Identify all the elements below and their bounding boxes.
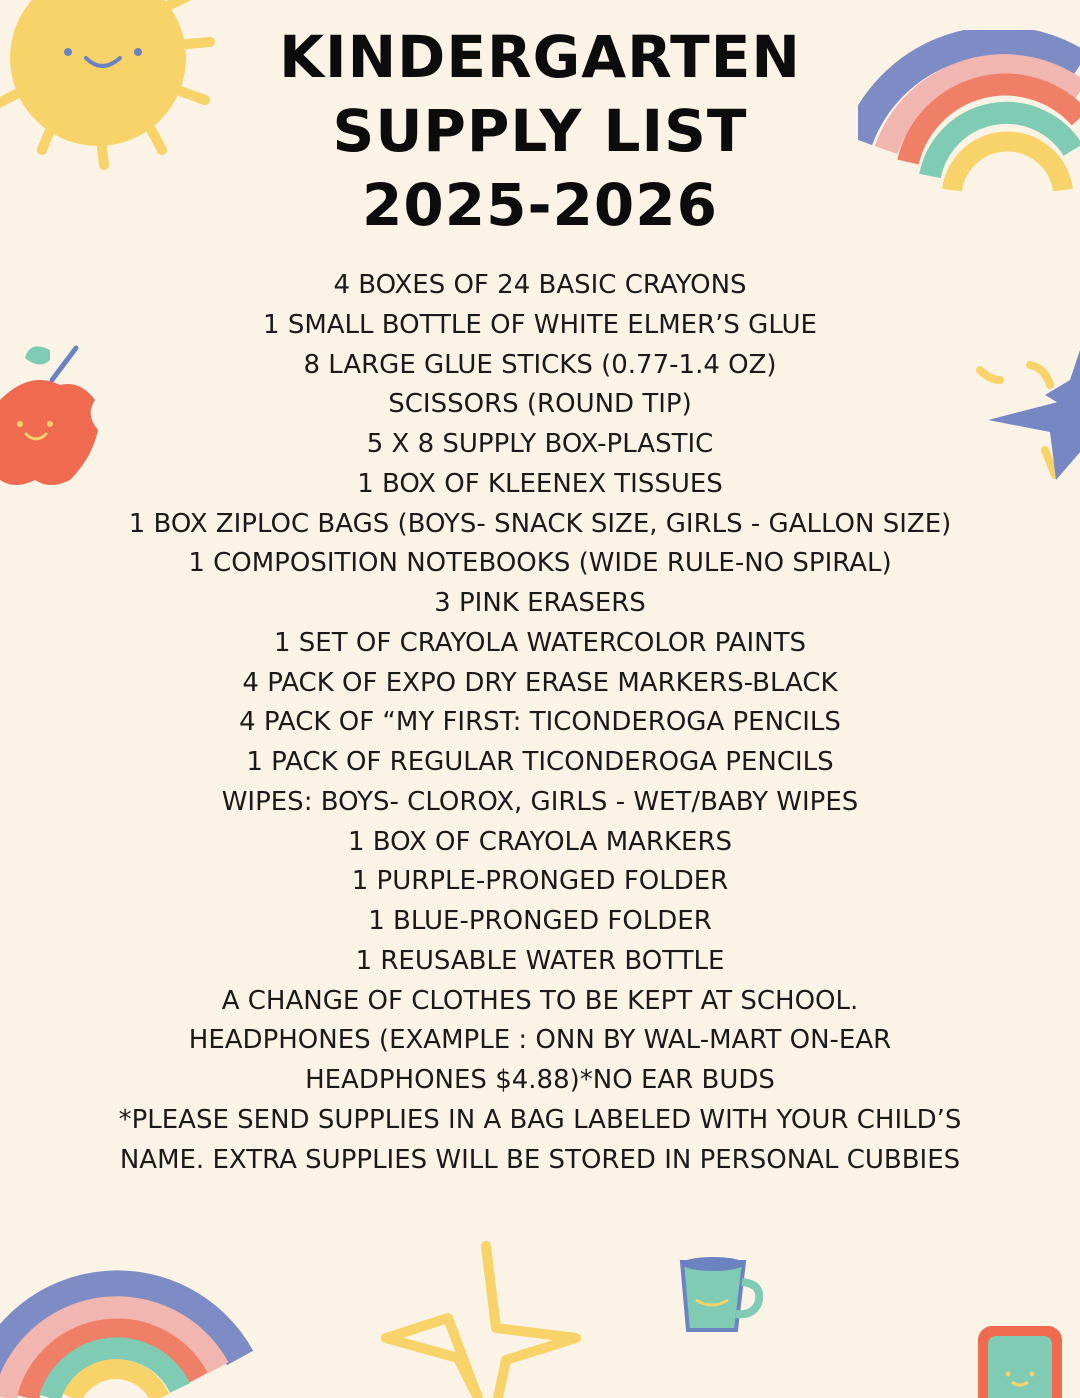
list-item: NAME. EXTRA SUPPLIES WILL BE STORED IN PERSONAL CUBBIES	[119, 1144, 961, 1175]
list-item: 1 REUSABLE WATER BOTTLE	[355, 945, 725, 976]
list-item: HEADPHONES $4.88)*NO EAR BUDS	[305, 1065, 775, 1095]
list-item: 5 X 8 SUPPLY BOX-PLASTIC	[366, 429, 714, 459]
list-item: 1 BOX OF CRAYOLA MARKERS	[347, 826, 733, 857]
list-item: 4 BOXES OF 24 BASIC CRAYONS	[333, 270, 747, 300]
list-item: 1 BOX ZIPLOC BAGS (BOYS- SNACK SIZE, GIRLS - GALLON SIZE)	[128, 508, 952, 539]
title-line-1: KINDERGARTEN	[279, 23, 801, 91]
list-item: 1 BLUE-PRONGED FOLDER	[368, 906, 712, 936]
list-item: SCISSORS (ROUND TIP)	[388, 389, 692, 420]
rainbow-icon	[0, 1228, 260, 1398]
list-item: 4 PACK OF “MY FIRST: TICONDEROGA PENCILS	[239, 707, 841, 738]
supply-list	[0, 266, 1080, 1180]
title-line-2: SUPPLY LIST	[332, 97, 748, 165]
page-title	[0, 20, 1080, 242]
list-item: 1 BOX OF KLEENEX TISSUES	[357, 468, 723, 499]
list-item: HEADPHONES (EXAMPLE : ONN BY WAL-MART ON-EAR	[188, 1025, 892, 1056]
list-item: 1 SMALL BOTTLE OF WHITE ELMER’S GLUE	[263, 309, 817, 340]
list-item: A CHANGE OF CLOTHES TO BE KEPT AT SCHOOL.	[221, 985, 859, 1016]
list-item: 1 COMPOSITION NOTEBOOKS (WIDE RULE-NO SPIRAL)	[188, 548, 892, 579]
list-item: 3 PINK ERASERS	[434, 588, 646, 618]
list-item: 1 PACK OF REGULAR TICONDEROGA PENCILS	[246, 747, 834, 777]
mug-icon	[672, 1252, 764, 1336]
list-item: WIPES: BOYS- CLOROX, GIRLS - WET/BABY WIPES	[221, 786, 859, 817]
list-item: 8 LARGE GLUE STICKS (0.77-1.4 OZ)	[303, 349, 777, 380]
list-item: 1 SET OF CRAYOLA WATERCOLOR PAINTS	[274, 627, 806, 658]
list-item: 1 PURPLE-PRONGED FOLDER	[351, 866, 729, 897]
star-outline-icon	[378, 1238, 588, 1398]
phone-icon	[972, 1320, 1068, 1398]
title-line-3: 2025-2026	[362, 171, 718, 239]
list-item: 4 PACK OF EXPO DRY ERASE MARKERS-BLACK	[242, 667, 838, 698]
list-item: *PLEASE SEND SUPPLIES IN A BAG LABELED WITH YOUR CHILD’S	[118, 1104, 962, 1135]
